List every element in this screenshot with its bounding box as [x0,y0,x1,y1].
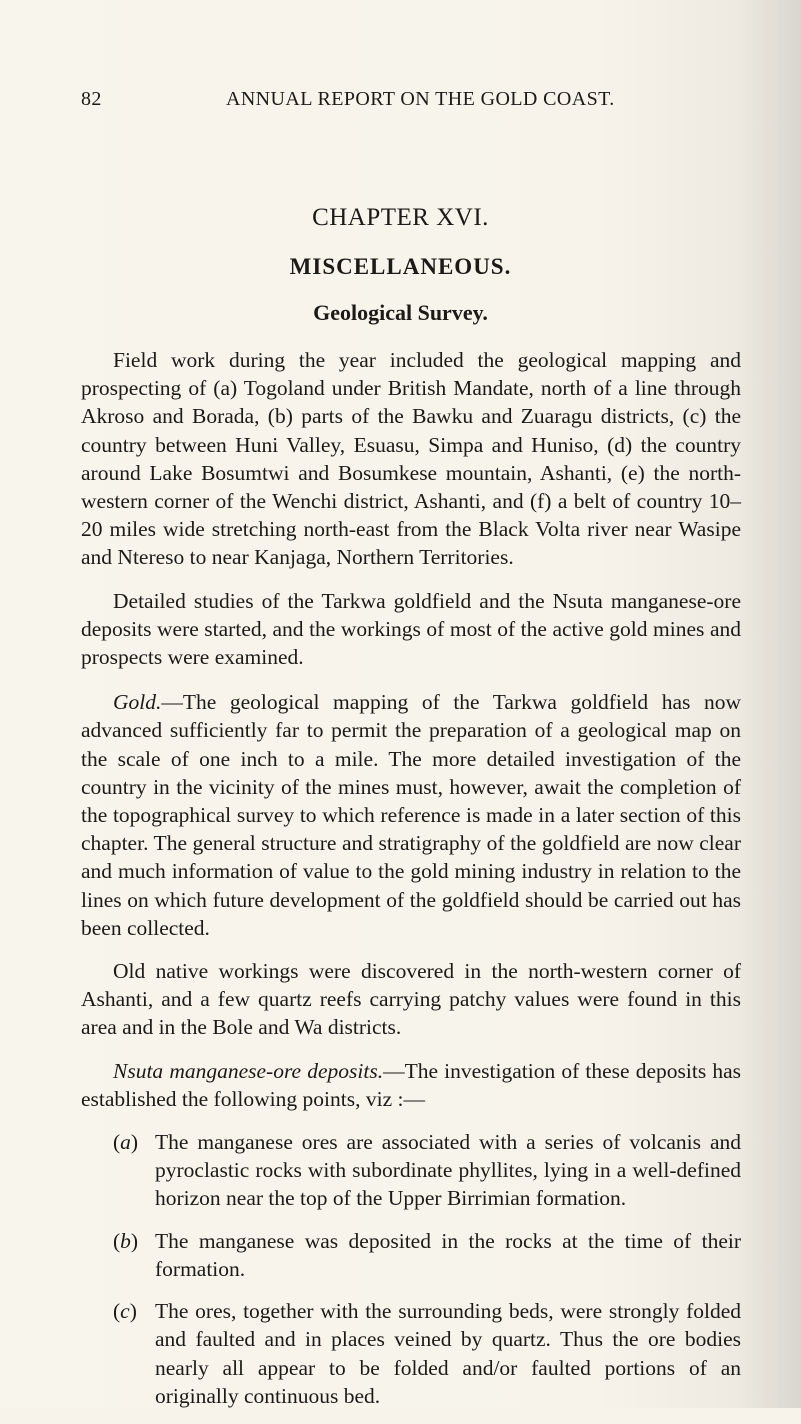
paragraph-detailed-studies: Detailed studies of the Tarkwa goldfield and the Nsuta manganese-ore deposits were started, and the workings of most of the active gold mines and prospects were examined. [81,588,741,670]
list-item-text: The ores, together with the surrounding beds, were strongly folded and faulted and in places veined by quartz. Thus the ore bodies nearly all appear to be folded and/or faulted portions of an originally continuous bed. [155,1299,741,1408]
findings-list [81,1128,741,1410]
list-marker: (a) [113,1130,139,1155]
run-in-heading-nsuta: Nsuta manganese-ore deposits. [113,1058,384,1083]
list-item-text: The manganese ores are associated with a series of volcanis and pyroclastic rocks with subordinate phyllites, lying in a well-defined horizon near the top of the Upper Birrimian formation. [155,1130,741,1211]
list-marker: (c) [113,1299,137,1324]
subsection-title: Geological Survey. [313,300,488,325]
paragraph-nsuta-text: —The investigation of these deposits has established the following points, viz :— [81,1058,742,1111]
paragraph-gold [81,688,741,942]
paragraph-gold-text: —The geological mapping of the Tarkwa goldfield has now advanced sufficiently far to permit the preparation of a geological map on the scale of one inch to a mile. The more detailed investigation of the country in the vicinity of the mines must, however, await the completion of the topographical survey to which reference is made in a later section of this chapter. The general structure and stratigraphy of the goldfield are now clear and much information of value to the gold mining industry in relation to the lines on which future development of the goldfield should be carried out has been collected. [81,690,741,940]
list-item [81,1128,741,1213]
list-item [81,1227,741,1283]
running-title: ANNUAL REPORT ON THE GOLD COAST. [226,88,615,110]
section-title: MISCELLANEOUS. [289,254,512,279]
list-item-text: The manganese was deposited in the rocks at the time of their formation. [155,1228,741,1281]
body-text [81,346,741,1424]
run-in-heading-gold: Gold. [113,690,162,715]
chapter-title: CHAPTER XVI. [312,204,489,231]
list-item [81,1297,741,1410]
paragraph-field-work: Field work during the year included the geological mapping and prospecting of (a) Togoland under British Mandate, north of a line through Akroso and Borada, (b) parts of the Bawku and Zuaragu districts, (c) the country between Huni Valley, Esuasu, Simpa and Huniso, (d) the country around Lake Bosumtwi and Bosumkese mountain, Ashanti, (e) the north-western corner of the Wenchi district, Ashanti, and (f) a belt of country 10–20 miles wide stretching north-east from the Black Volta river near Wasipe and Ntereso to near Kanjaga, Northern Territories. [81,348,741,570]
list-marker: (b) [113,1228,139,1253]
paragraph-nsuta [81,1057,741,1113]
page-number: 82 [81,88,102,110]
paragraph-native-workings: Old native workings were discovered in the north-western corner of Ashanti, and a few quartz reefs carrying patchy values were found in this area and in the Bole and Wa districts. [81,959,741,1040]
